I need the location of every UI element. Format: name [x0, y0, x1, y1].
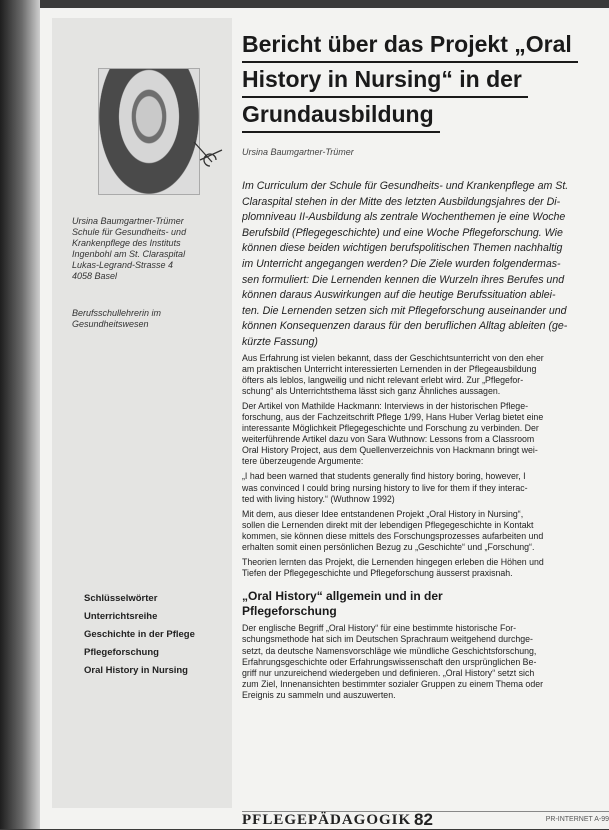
- body-line: Der Artikel von Mathilde Hackmann: Interviews in der historischen Pflege-: [242, 400, 529, 411]
- article-main: [242, 28, 609, 788]
- quote-paragraph: [242, 471, 609, 504]
- body-line: interessante Möglichkeit Pflegegeschichte und Forschung zu verbinden. Der: [242, 423, 539, 434]
- body-line: was convinced I could bring nursing history to live for them if they interac-: [242, 482, 528, 493]
- body-line: Oral History Project, aus dem Quellenverzeichnis von Hackmann bringt wei-: [242, 445, 538, 456]
- lead-line: ten. Die Lernenden setzen sich mit Pflegeforschung auseinander und: [242, 304, 567, 317]
- title-line: Grundausbildung: [242, 98, 440, 133]
- body-line: Theorien lernten das Projekt, die Lernenden hingegen erleben die Höhen und: [242, 557, 544, 568]
- body-paragraph: [242, 401, 609, 468]
- keyword-item: Unterrichtsreihe: [84, 611, 158, 622]
- body-line: griff nur unzureichend wiedergeben und definieren. „Oral History“ setzt sich: [242, 667, 535, 678]
- body-line: am praktischen Unterricht interessierten Lernenden in der Pflegeausbildung: [242, 363, 537, 374]
- body-line: Aus Erfahrung ist vielen bekannt, dass der Geschichtsunterricht von den eher: [242, 352, 544, 363]
- page-number: 82: [414, 810, 433, 829]
- author-line: Lukas-Legrand-Strasse 4: [72, 260, 174, 270]
- title-line: History in Nursing“ in der: [242, 63, 528, 98]
- body-line: Tiefen der Pflegegeschichte und Pflegeforschung äusserst praxisnah.: [242, 568, 513, 579]
- body-line: schung“ als Unterrichtsthema lässt sich ganz Ähnliches aussagen.: [242, 385, 501, 396]
- journal-page: [40, 8, 609, 829]
- article-title: [242, 28, 609, 133]
- keyword-item: Oral History in Nursing: [84, 665, 188, 676]
- lead-line: Im Curriculum der Schule für Gesundheits- und Krankenpflege am St.: [242, 180, 569, 192]
- lead-line: kürzte Fassung): [242, 335, 318, 348]
- keyword-item: Pflegeforschung: [84, 647, 159, 658]
- lead-line: im Unterricht angegangen werden? Die Ziele wurden folgendermas-: [242, 257, 561, 270]
- body-line: forschung, aus der Fachzeitschrift Pflege 1/99, Hans Huber Verlag bietet eine: [242, 412, 544, 422]
- body-line: öfters als leblos, langweilig und nicht relevant erlebt wird. Zur „Pflegefor-: [242, 374, 524, 385]
- author-line: Ursina Baumgartner-Trümer: [72, 216, 184, 226]
- author-job: [72, 308, 232, 330]
- heading-line: Pflegeforschung: [242, 604, 337, 619]
- body-line: tere überzeugende Argumente:: [242, 456, 364, 467]
- lead-line: können diese beiden wichtigen berufspolitischen Themen nachhaltig: [242, 242, 563, 255]
- body-line: sollen die Lernenden direkt mit der lebendigen Pflegegeschichte in Kontakt: [242, 519, 534, 530]
- author-photo: [98, 68, 200, 195]
- job-line: Gesundheitswesen: [72, 319, 149, 329]
- keywords-heading: Schlüsselwörter: [84, 593, 158, 604]
- author-line: Krankenpflege des Instituts: [72, 238, 181, 248]
- lead-line: Berufsbild (Pflegegeschichte) und eine Woche Pflegeforschung. Wie: [242, 226, 563, 239]
- keywords-list: [84, 590, 195, 680]
- title-line: Bericht über das Projekt „Oral: [242, 28, 578, 63]
- book-spine: [0, 0, 40, 829]
- body-line: setzt, da deutsche Namensvorschläge wie mündliche Geschichtsforschung,: [242, 645, 537, 656]
- lead-line: sen formuliert: Die Lernenden kennen die Wurzeln ihres Berufes und: [242, 273, 565, 286]
- body-line: erhalten somit einen persönlichen Bezug zu „Geschichte“ und „Forschung“.: [242, 542, 535, 553]
- body-line: Der englische Begriff „Oral History“ für eine bestimmte historische For-: [242, 623, 517, 634]
- author-line: Schule für Gesundheits- und: [72, 227, 187, 237]
- body-paragraph: [242, 557, 609, 579]
- body-line: ted with living history.“ (Wuthnow 1992): [242, 493, 395, 504]
- author-info: [72, 216, 232, 282]
- pen-mark-icon: [192, 136, 232, 176]
- body-line: „I had been warned that students generally find history boring, however, I: [242, 471, 526, 482]
- body-line: kommen, sie können diese mittels des Forschungsprozesses aufarbeiten und: [242, 530, 544, 541]
- byline: Ursina Baumgartner-Trümer: [242, 147, 354, 157]
- body-line: Erfahrungsgeschichte oder Erfahrungswissenschaft den ursprünglichen Be-: [242, 656, 537, 667]
- journal-name: PFLEGEPÄDAGOGIK: [242, 812, 412, 828]
- keyword-item: Geschichte in der Pflege: [84, 629, 195, 640]
- lead-line: können daraus Auswirkungen auf die heutige Berufssituation ablei-: [242, 289, 556, 302]
- section-heading: [242, 589, 609, 619]
- author-line: 4058 Basel: [72, 271, 118, 281]
- lead-line: können Konsequenzen daraus für den beruflichen Alltag ableiten (ge-: [242, 320, 568, 333]
- author-line: Ingenbohl am St. Claraspital: [72, 249, 186, 259]
- body-line: Mit dem, aus dieser Idee entstandenen Projekt „Oral History in Nursing“,: [242, 508, 524, 519]
- body-line: zum Ziel, Innenansichten bestimmter sozialer Gruppen zu einem Thema oder: [242, 678, 544, 689]
- body-paragraph: [242, 353, 609, 397]
- page-footer: [242, 811, 609, 830]
- lead-paragraph: [242, 179, 609, 351]
- job-line: Berufsschullehrerin im: [72, 308, 162, 318]
- body-line: schungsmethode hat sich im Deutschen Sprachraum weitgehend durchge-: [242, 634, 533, 645]
- body-paragraph: [242, 623, 609, 701]
- footer-note: PR-INTERNET A-99: [545, 816, 609, 823]
- lead-line: plomniveau II-Ausbildung als zentrale Wochenthemen je eine Woche: [242, 211, 566, 224]
- body-line: Ereignis zu sammeln und auszuwerten.: [242, 689, 396, 700]
- heading-line: „Oral History“ allgemein und in der: [242, 589, 443, 604]
- lead-line: Claraspital stehen in der Mitte des letzten Ausbildungsjahres der Di-: [242, 195, 561, 208]
- body-line: weiterführende Artikel dazu von Sara Wuthnow: Lessons from a Classroom: [242, 434, 535, 445]
- article-body: [242, 353, 609, 701]
- body-paragraph: [242, 509, 609, 553]
